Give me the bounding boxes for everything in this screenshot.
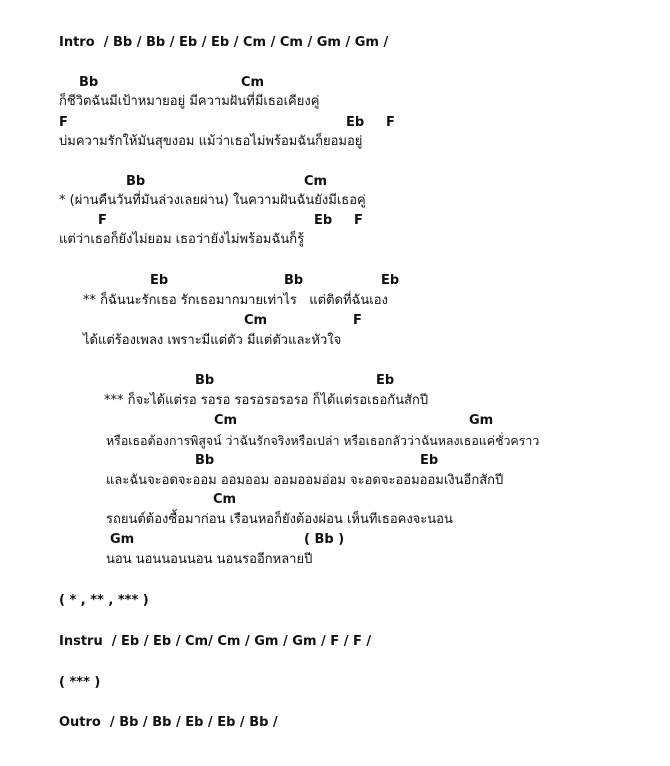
chord: Cm: [244, 313, 268, 328]
instru-line: Instru / Eb / Eb / Cm/ Cm / Gm / Gm / F / F /: [59, 634, 372, 649]
repeat-marker: ( * , ** , *** ): [59, 593, 149, 608]
chord: ( Bb ): [304, 532, 345, 547]
chord: F: [59, 115, 68, 130]
outro-line: Outro / Bb / Bb / Eb / Eb / Bb /: [59, 715, 278, 730]
chord: F: [353, 313, 362, 328]
chord: Cm: [304, 174, 328, 189]
lyric-line: และฉันจะอดจะออม ออมออม ออมออมอ่อม จะอดจะออมออมเงินอีกสักปี: [106, 473, 504, 488]
chord: F: [386, 115, 395, 130]
lyric-line: *** ก็จะได้แต่รอ รอรอ รอรอรอรอรอ ก็ได้แต่รอเธอกันสักปี: [104, 393, 429, 408]
lyric-line: แต่ว่าเธอก็ยังไม่ยอม เธอว่ายังไม่พร้อมฉันก็รู้: [59, 232, 305, 247]
chord: Gm: [110, 532, 135, 547]
lyric-line: ได้แต่ร้องเพลง เพราะมีแต่ตัว มีแต่ตัวและหัวใจ: [83, 333, 342, 348]
lyric-line: รถยนต์ต้องซื้อมาก่อน เรือนหอก็ยังต้องผ่อน เห็นทีเธอคงจะนอน: [106, 512, 453, 527]
lyric-line: ** ก็ฉันนะรักเธอ รักเธอมากมายเท่าไร แต่ติดที่ฉันเอง: [83, 293, 388, 308]
chord: Eb: [381, 273, 400, 288]
chord: Bb: [195, 373, 215, 388]
chord: Bb: [79, 75, 99, 90]
chord: Eb: [420, 453, 439, 468]
chord: Bb: [195, 453, 215, 468]
chord: Cm: [214, 413, 238, 428]
intro-line: Intro / Bb / Bb / Eb / Eb / Cm / Cm / Gm / Gm /: [59, 35, 389, 50]
chord: F: [354, 213, 363, 228]
chord: Eb: [150, 273, 169, 288]
chord: Eb: [376, 373, 395, 388]
chord: F: [98, 213, 107, 228]
lyric-line: ก็ชีวิตฉันมีเป้าหมายอยู่ มีความฝันที่มีเธอเคียงคู่: [59, 94, 320, 109]
lyric-line: บ่มความรักให้มันสุขงอม แม้ว่าเธอไม่พร้อมฉันก็ยอมอยู่: [59, 134, 363, 149]
chord: Cm: [213, 492, 237, 507]
chord: Eb: [346, 115, 365, 130]
chord: Gm: [469, 413, 494, 428]
chord: Bb: [126, 174, 146, 189]
lyric-line: หรือเธอต้องการพิสูจน์ ว่าฉันรักจริงหรือเปล่า หรือเธอกลัวว่าฉันหลงเธอแค่ชั่วคราว: [106, 433, 540, 448]
chord: Cm: [241, 75, 265, 90]
lyric-line: นอน นอนนอนนอน นอนรออีกหลายปี: [106, 552, 313, 567]
chord: Bb: [284, 273, 304, 288]
chord: Eb: [314, 213, 333, 228]
repeat-marker: ( *** ): [59, 675, 101, 690]
lyric-line: * (ผ่านคืนวันที่มันล่วงเลยผ่าน) ในความฝันฉันยังมีเธอคู่: [59, 193, 366, 208]
